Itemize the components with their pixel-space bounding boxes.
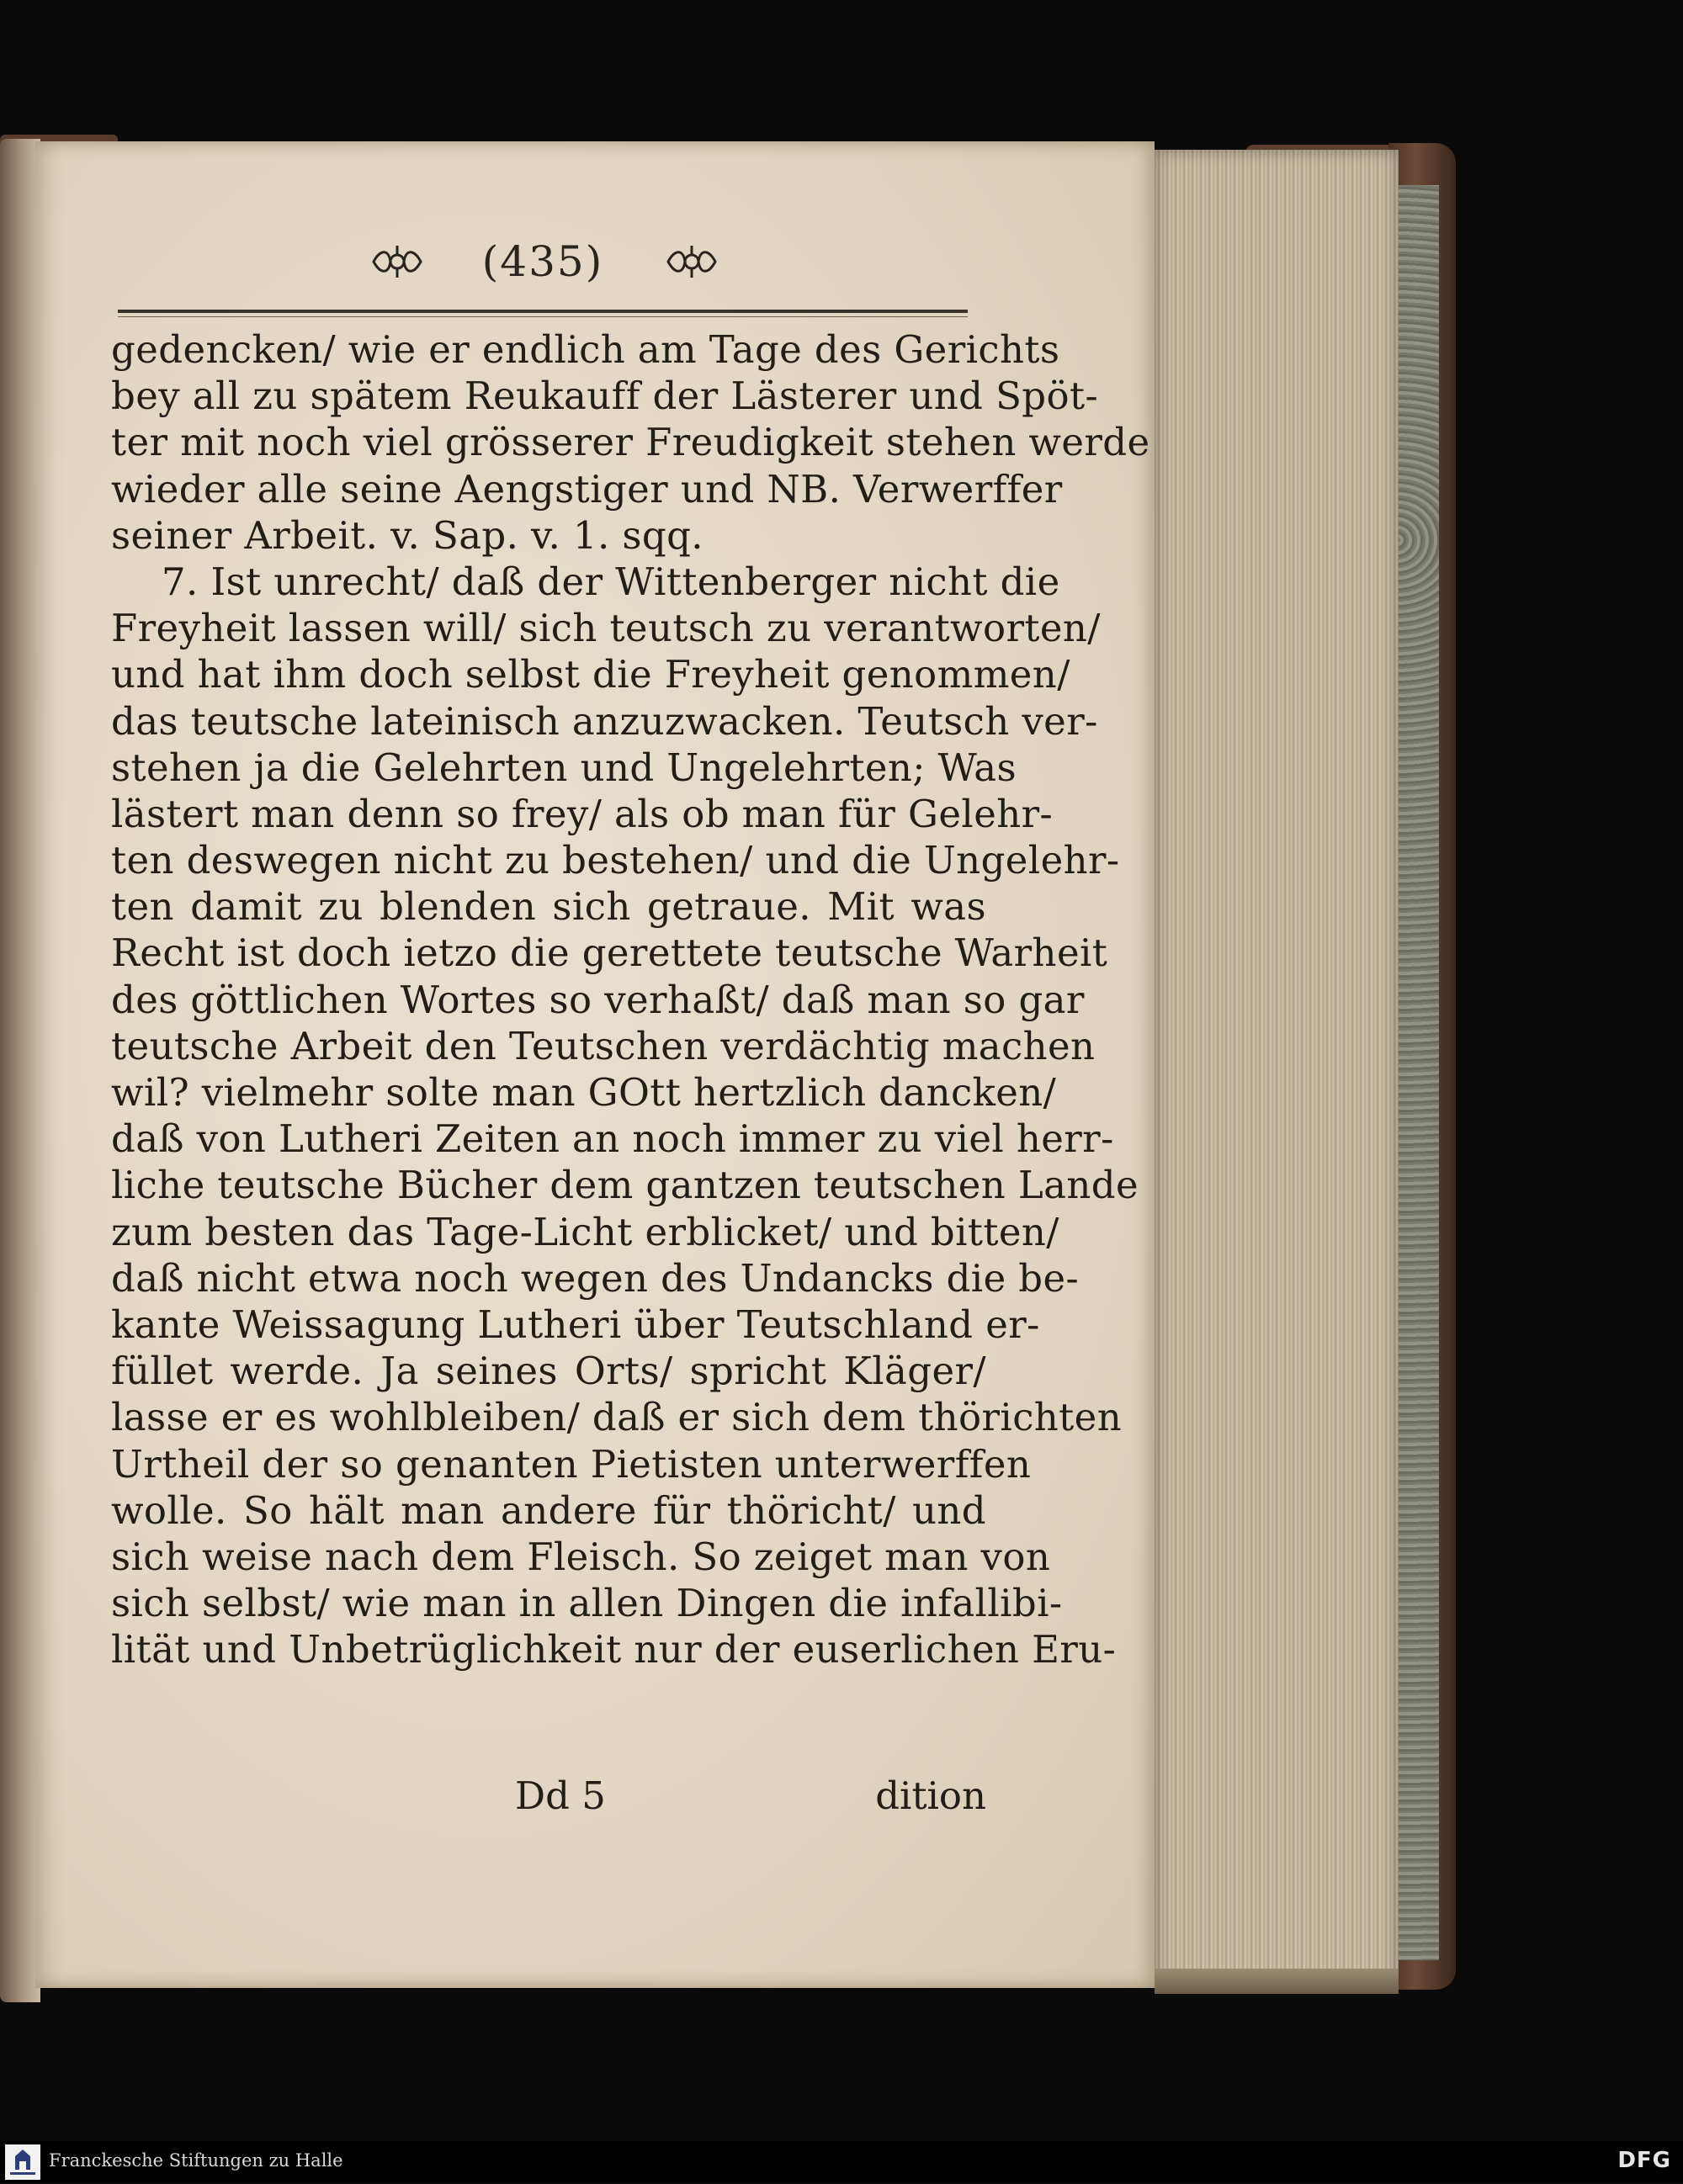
text-line: 7. Ist unrecht/ daß der Wittenberger nicht die: [162, 559, 1060, 604]
text-line: des göttlichen Wortes so verhaßt/ daß man so gar: [111, 977, 1085, 1022]
page-header: [118, 236, 968, 294]
text-line: ten deswegen nicht zu bestehen/ und die Ungelehr-: [111, 838, 1120, 883]
text-line: Freyheit lassen will/ sich teutsch zu verantworten/: [111, 606, 1101, 651]
text-line: teutsche Arbeit den Teutschen verdächtig machen: [111, 1023, 1096, 1068]
floral-ornament-icon: [665, 244, 719, 279]
text-line: gedencken/ wie er endlich am Tage des Gerichts: [111, 327, 1060, 372]
text-line: lität und Unbetrüglichkeit nur der euserlichen Eru-: [111, 1627, 1117, 1672]
text-line: seiner Arbeit. v. Sap. v. 1. sqq.: [111, 512, 703, 558]
text-line: liche teutsche Bücher dem gantzen teutschen Lande: [111, 1163, 1139, 1208]
institution-name: Franckesche Stiftungen zu Halle: [49, 2150, 343, 2171]
text-line: lasse er es wohlbleiben/ daß er sich dem thörichten: [111, 1395, 1123, 1440]
institution-logo-icon: [5, 2144, 40, 2180]
text-line: stehen ja die Gelehrten und Ungelehrten; Was: [111, 745, 1017, 790]
catchword: dition: [875, 1773, 986, 1818]
text-line: daß nicht etwa noch wegen des Undancks die be-: [111, 1255, 1080, 1301]
text-line: das teutsche lateinisch anzuzwacken. Teutsch ver-: [111, 698, 1098, 744]
text-line: kante Weissagung Lutheri über Teutschland er-: [111, 1301, 1040, 1347]
text-line: wolle. So hält man andere für thöricht/ und: [111, 1487, 986, 1533]
text-line: lästert man denn so frey/ als ob man für Gelehr-: [111, 791, 1054, 836]
text-line: und hat ihm doch selbst die Freyheit genommen/: [111, 652, 1070, 697]
text-line: ter mit noch viel grösserer Freudigkeit stehen werde: [111, 420, 1150, 465]
text-line: Recht ist doch ietzo die gerettete teutsche Warheit: [111, 930, 1108, 976]
dfg-logo: DFG: [1617, 2148, 1671, 2173]
text-line: zum besten das Tage-Licht erblicket/ und bitten/: [111, 1209, 1059, 1254]
text-line: daß von Lutheri Zeiten an noch immer zu viel herr-: [111, 1116, 1114, 1162]
institution-bar: [0, 2141, 1683, 2182]
page-stack: [1155, 150, 1399, 1988]
header-rule: [118, 310, 968, 313]
page-body-text: [111, 326, 1150, 1672]
text-line: füllet werde. Ja seines Orts/ spricht Kläger/: [111, 1349, 986, 1394]
text-line: sich selbst/ wie man in allen Dingen die infallibi-: [111, 1581, 1063, 1626]
signature-mark: Dd 5: [515, 1773, 606, 1818]
text-line: sich weise nach dem Fleisch. So zeiget man von: [111, 1534, 1051, 1579]
text-line: wieder alle seine Aengstiger und NB. Verwerffer: [111, 466, 1063, 512]
page-number: (435): [481, 237, 604, 286]
text-line: bey all zu spätem Reukauff der Lästerer und Spöt-: [111, 374, 1099, 419]
text-line: ten damit zu blenden sich getraue. Mit was: [111, 884, 986, 930]
page-stack-bottom: [1155, 1969, 1399, 1994]
left-page-edge: [0, 139, 40, 2002]
text-line: wil? vielmehr solte man GOtt hertzlich dancken/: [111, 1070, 1057, 1115]
header-rule-thin: [118, 316, 968, 317]
page-footer: [111, 1773, 986, 1821]
text-line: Urtheil der so genanten Pietisten unterwerffen: [111, 1441, 1032, 1487]
